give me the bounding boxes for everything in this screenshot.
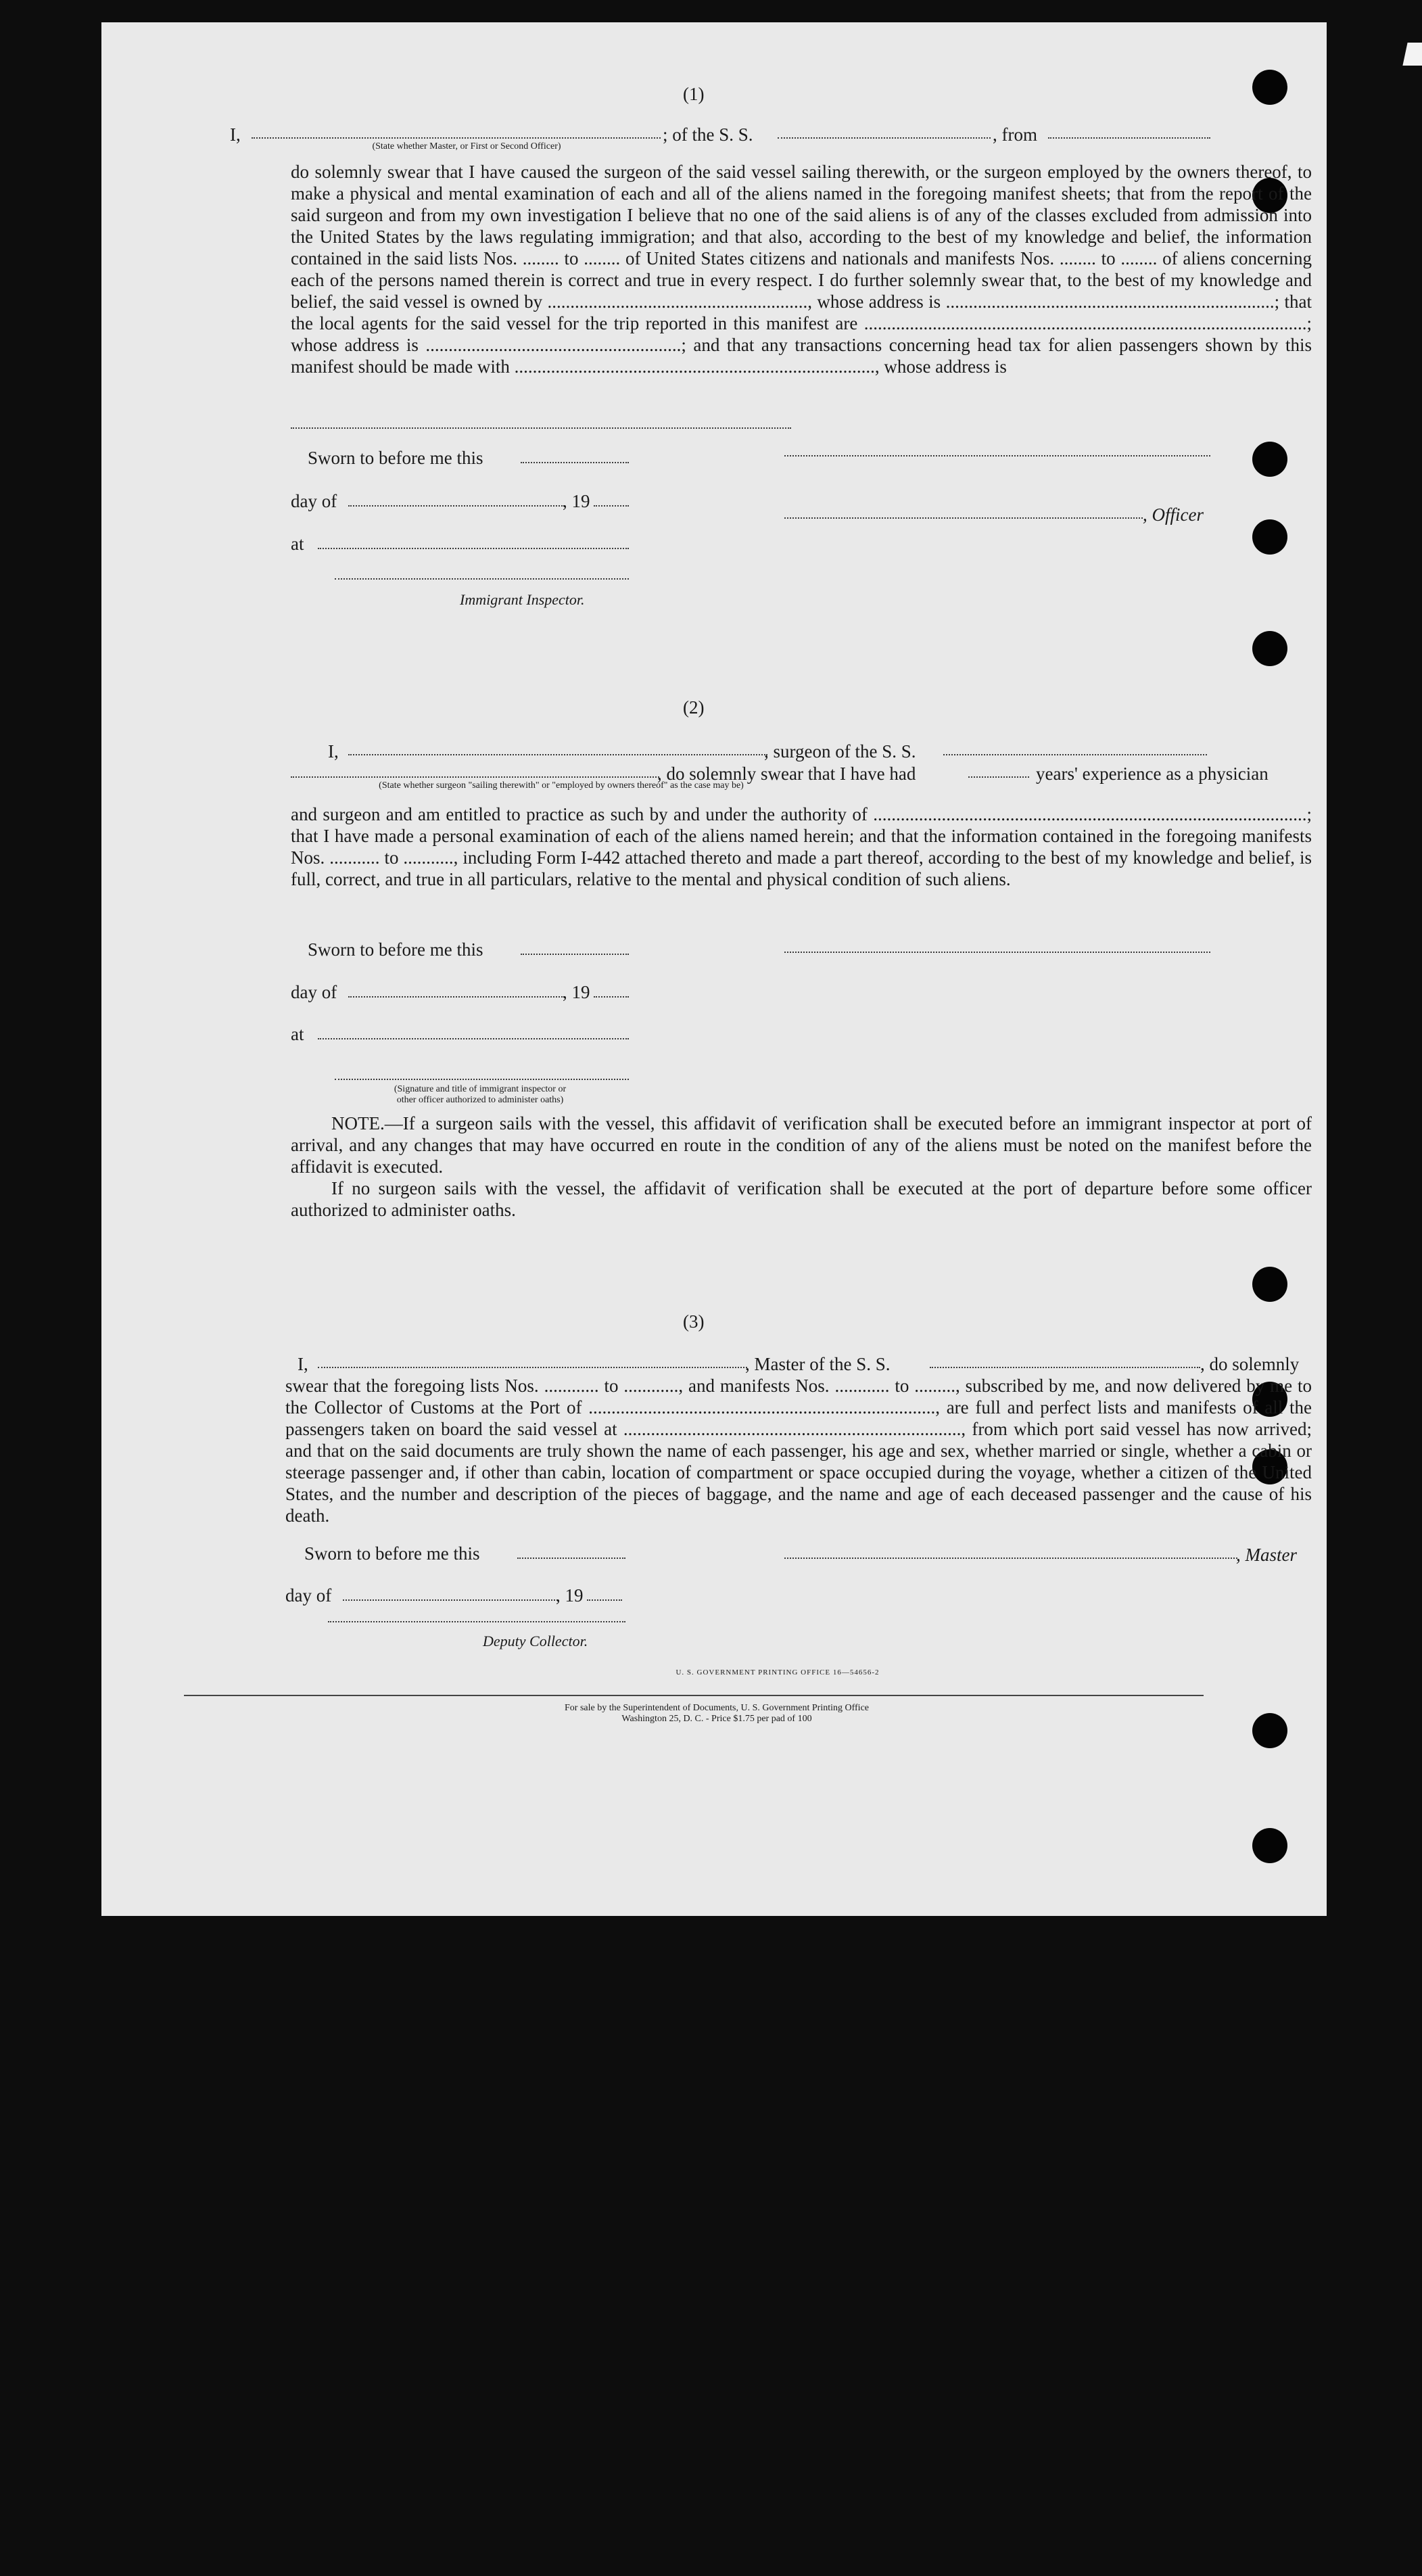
section-2-sworn-date-field[interactable] [521, 952, 629, 955]
section-1-inspector-signature-line[interactable] [335, 577, 629, 580]
section-1-at: at [291, 534, 304, 554]
section-2-surgeon-signature-line[interactable] [784, 950, 1210, 953]
section-2-body: and surgeon and am entitled to practice as such by and under the authority of ...............................................................................................; that I have made a personal examination of each of the aliens named herein; and that the information contained in the foregoing manifests Nos. ........... to ..........., including Form I-442 attached thereto and made a part thereof, according to the best of my knowledge and belief, is full, correct, and true in all particulars, relative to the mental and physical condition of such aliens. [291, 804, 1312, 889]
section-2-at-field[interactable] [318, 1037, 629, 1039]
section-3-line-master: , Master of the S. S. [745, 1354, 891, 1374]
section-2-at: at [291, 1024, 304, 1044]
section-3-collector-signature-line[interactable] [328, 1620, 625, 1622]
section-2-inspector-signature-line[interactable] [335, 1077, 629, 1080]
section-2-line-swear: , do solemnly swear that I have had [657, 764, 916, 784]
section-1-caption: (State whether Master, or First or Second Officer) [372, 141, 561, 151]
section-1-line-of: ; of the S. S. [663, 124, 753, 145]
section-1-officer-line[interactable] [784, 516, 1143, 519]
section-3-year: , 19 [556, 1585, 584, 1606]
section-1-year: , 19 [563, 491, 590, 511]
section-2-day: day of [291, 982, 337, 1002]
note-paragraph-2: If no surgeon sails with the vessel, the affidavit of verification shall be executed at the port of departure before some officer authorized to administer oaths. [291, 1178, 1312, 1220]
form-page [101, 22, 1327, 1916]
section-3-sworn: Sworn to before me this [304, 1543, 480, 1564]
section-1-line-i: I, [230, 124, 241, 145]
section-1-day: day of [291, 491, 337, 511]
section-3-line-i: I, [298, 1354, 308, 1374]
section-1-officer-signature-line[interactable] [784, 454, 1210, 456]
binder-hole [1252, 1828, 1287, 1863]
surgeon-status-field[interactable] [291, 775, 659, 778]
section-2-line-years: years' experience as a physician [1036, 764, 1269, 784]
section-2-year-field[interactable] [594, 995, 629, 998]
footer-rule [184, 1695, 1204, 1696]
section-3-sworn-date-field[interactable] [517, 1556, 625, 1559]
section-3-day-field[interactable] [343, 1598, 558, 1601]
section-2-day-field[interactable] [348, 995, 565, 998]
sale-notice-line-2: Washington 25, D. C. - Price $1.75 per pad of 100 [621, 1714, 812, 1724]
binder-hole [1252, 442, 1287, 477]
binder-hole [1252, 1713, 1287, 1748]
section-1-body: do solemnly swear that I have caused the surgeon of the said vessel sailing therewith, or the surgeon employed by the owners thereof, to make a physical and mental examination of each and all of the aliens named in the foregoing manifest sheets; that from the report of the said surgeon and from my own investigation I believe that no one of the said aliens is of any of the classes excluded from admission into the United States by the laws regulating immigration; and that also, according to the best of my knowledge and belief, the information contained in the said lists Nos. ........ to ........ of United States citizens and nationals and manifests Nos. ........ to ........ of aliens concerning each of the persons named therein is correct and true in every respect. I do further solemnly swear that, to the best of my knowledge and belief, the said vessel is owned by ........................................................., whose address is ........................................................................; that the local agents for the said vessel for the trip reported in this manifest are .................................................................................................; whose address is ........................................................; and that any transactions concerning head tax for alien passengers shown by this manifest should be made with ..............................................................................., whose address is [291, 162, 1312, 377]
section-3-number: (3) [683, 1311, 705, 1332]
departure-port-field[interactable] [1048, 136, 1210, 139]
section-3-year-field[interactable] [587, 1598, 622, 1601]
section-1-number: (1) [683, 84, 705, 104]
section-2-caption: (State whether surgeon "sailing therewith" or "employed by owners thereof" as the case may be) [379, 780, 744, 791]
binder-hole [1252, 631, 1287, 666]
section-3-body: swear that the foregoing lists Nos. ............ to ............, and manifests Nos. ............ to ........., subscribed by me, and now delivered by me to the Collector of Customs at the Port of ............................................................................, are full and perfect lists and manifests of all the passengers taken on board the said vessel at .........................................................................., from which port said vessel has now arrived; and that on the said documents are truly shown the name of each passenger, his age and sex, whether married or single, whether a cabin or steerage passenger and, if other than cabin, location of compartment or space occupied during the voyage, whether a citizen of the United States, and the number and description of the pieces of baggage, and the name and age of each deceased passenger and the cause of his death. [285, 1376, 1312, 1526]
section-1-year-field[interactable] [594, 504, 629, 507]
section-1-address-field[interactable] [291, 426, 791, 429]
section-1-officer-label: , Officer [1143, 505, 1204, 525]
section-2-year: , 19 [563, 982, 590, 1002]
section-2-line-surgeon: , surgeon of the S. S. [764, 741, 916, 762]
section-3-vessel-field[interactable] [930, 1365, 1200, 1368]
section-2-vessel-field[interactable] [943, 753, 1207, 755]
section-3-day: day of [285, 1585, 332, 1606]
sale-notice-line-1: For sale by the Superintendent of Documents, U. S. Government Printing Office [565, 1703, 869, 1713]
note-paragraph-1: NOTE.—If a surgeon sails with the vessel, this affidavit of verification shall be executed before an immigrant inspector at port of arrival, and any changes that may have occurred en route in the condition of any of the aliens must be noted on the manifest before the affidavit is executed. [291, 1113, 1312, 1177]
section-1-sworn: Sworn to before me this [308, 448, 483, 468]
section-2-sworn: Sworn to before me this [308, 939, 483, 960]
binder-hole [1252, 519, 1287, 555]
section-1-line-from: , from [993, 124, 1037, 145]
master-name-field[interactable] [252, 136, 661, 139]
surgeon-name-field[interactable] [348, 753, 767, 755]
section-3-master-label: , Master [1236, 1545, 1297, 1565]
years-experience-field[interactable] [968, 775, 1029, 778]
page-corner-fold [1402, 43, 1422, 66]
section-2-line-i: I, [328, 741, 339, 762]
section-3-master-signature-line[interactable] [784, 1556, 1237, 1559]
section-1-day-field[interactable] [348, 504, 565, 507]
gpo-imprint: U. S. GOVERNMENT PRINTING OFFICE 16—54656-2 [676, 1668, 880, 1677]
section-3-master-name-field[interactable] [318, 1365, 747, 1368]
section-3-deputy-label: Deputy Collector. [483, 1633, 588, 1649]
section-1-inspector-label: Immigrant Inspector. [460, 591, 585, 608]
section-2-sig-caption-2: other officer authorized to administer oaths) [396, 1095, 564, 1105]
binder-hole [1252, 1267, 1287, 1302]
section-2-number: (2) [683, 697, 705, 718]
binder-hole [1252, 70, 1287, 105]
section-1-at-field[interactable] [318, 546, 629, 549]
vessel-name-field[interactable] [778, 136, 991, 139]
section-1-sworn-date-field[interactable] [521, 461, 629, 463]
section-3-line-swear: , do solemnly [1200, 1354, 1300, 1374]
section-2-sig-caption-1: (Signature and title of immigrant inspector or [394, 1084, 567, 1094]
